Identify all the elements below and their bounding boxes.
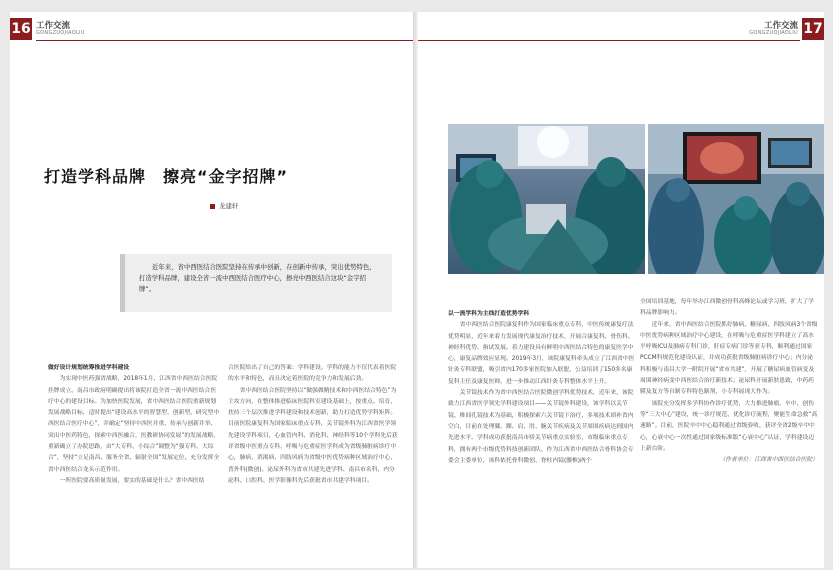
section-heading: 以一流学科为主线打造优势学科 (448, 311, 530, 317)
endoscopy-photo (648, 124, 824, 274)
page-number: 16 (10, 18, 32, 40)
right-column-2 (640, 297, 818, 466)
paragraph: 合医院给出了自己的答案：学科建设。学科的能力不仅代表着医院的水平和特色，而且决定着医院的竞争力和发展后劲。 (228, 365, 397, 383)
section-pinyin: GONGZUOJIAOLIU (749, 30, 798, 36)
paragraph: 全国培训基地，每年举办江西微创骨科高峰论坛或学习班，扩大了学科品牌影响力。 (640, 299, 814, 317)
intro-text: 近年来，省中西医结合医院坚持在传承中创新，在创新中传承，突出优势特色，打造学科品牌，建设全省一流中西医结合医疗中心，擦亮中西医结合这块“金字招牌”。 (139, 263, 376, 293)
paragraph: 为实现中医药强省战略，2018年1月，江西省中西医结合医院挂牌成立。南昌市政府明确提出将该院打造全省一流中西医结合医疗中心的建设目标。为加快医院发展，省中西医结合医院重新规划发展战略目标，适时提出“建设高水平的智慧型、创新型、研究型中西医结合医疗中心”，并确定“坚持中西医并重、传承与创新并举、突出中医药特色，探索中西医融合，医教研协同发展”的发展战略，重新确立了办院思路，由“大专科、小综合”调整为“强专科、大综合”，坚持“立足南昌、服务全省、辐射全国”发展定位，充分发挥全省中西医结合龙头示范作用。 (48, 376, 220, 473)
left-column-1 (48, 363, 220, 487)
paragraph: 省中西医结合医院坚持以“做强做精技术和中西医结合特色”为主攻方向，在整体推进临床医院科室建设基础上，按重点、培育、扶持三个层次推进学科建设和技术创新，助力打造优势学科矩阵。目前医院康复科为国家临床重点专科，关节镜外科为江西省医学领先建设学科项目，心血管内科、消化科、神经科等10个学科先后获评省级中医重点专科，呼吸与危重症医学科成为省级肺脏病诊疗中心，肺病、消渴病、四肢风病为省级中医优势病种区域治疗中心，普外科(微创)、泌尿外科为省市共建先进学科、南昌市名科，内分泌科、口腔科、医学影像科先后获批省市共建学科项目。 (228, 387, 398, 484)
paragraph: 省中西医结合医院康复科作为国家临床重点专科，中医传统康复疗法优势明显，近年来着力发展现代康复治疗技术，开展合康复科、骨伤科、神经科优势、指试发展。着力建设具有鲜明中西医结合特色的康复医学中心，康复品牌效应显现。2019年3月，该院康复科牵头成立了江西省中医针灸专科联盟，吸引省内170多家医院加入联盟，公益培训了150多名康复科主任及康复医师，进一步推动江西针灸专科整体水平上升。 (448, 322, 635, 385)
paragraph: 该院充分发挥多学科协作诊疗优势，大力推进肺瘤、卒中、创伤等“三大中心”建设，统一诊疗规范、优化诊疗流程，聚能生命急救“高速路”。目前，医院卒中中心稳利通过省级验收，获评全省2级卒中中心，心衰中心一次性通过国家级标准版“心衰中心”认证，学科建设迈上新台阶。 (640, 400, 818, 452)
author-name: 龙建轩 (219, 202, 239, 210)
author-marker-icon (210, 204, 215, 209)
paragraph: 关节镜技术作为省中西医结合医院微创学科优势技术，近年来，该院致力江西省医学领先学科建设项目——关节镜外科建设，该学科以关节镜、椎间孔镜技术为基础，积极探索六关节镜下治疗，多项技术填补省内空白，目前在处理膝、踝、肩、肘、腕关节疾病及关节周围疾病达到国内先进水平。学科成功获批南昌市骄关节病重点实验室，市级临床重点专科，拥有两个市级优势科技创新团队。作为江西省中西医结合骨科协会专委会主委单位，该科依托骨科微创、脊柱内镜(腰椎)两个 (448, 390, 634, 464)
section-label: 工作交流 (763, 21, 798, 31)
byline: （作者单位：江西省中西医结合医院） (719, 457, 818, 464)
right-column-1 (448, 309, 636, 467)
paragraph: 近年来，省中西医结合医院抓好肺病、糖尿病、四肢风病3个省级中医优势病种区域治疗中心建设，在呼吸与危重症医学科建立了高水平呼吸ICU及肺病专科门诊，肝症专病门诊等亚专科，顺利通过国家PCCM科规范化建设认证，并成功获批省级肺脏病诊疗中心；内分泌科积极与南昌大学一附院开展“省市共建”，开展了糖尿病血管病变及周围神经病变中西医结合治疗新技术；泌尿科开展新肤患致，中药药膜及复方等自制专科特色制剂，小专科展现大作为。 (640, 321, 818, 396)
paragraph: 一所医院要高质量发展，要实的基础是什么？省中西医结 (59, 477, 205, 484)
header-rule (418, 40, 800, 41)
author-line (210, 201, 239, 210)
page-number: 17 (802, 18, 824, 40)
section-pinyin: GONGZUOJIAOLIU (36, 30, 85, 36)
left-column-2 (228, 363, 400, 487)
section-heading: 做好设计规划统筹推进学科建设 (48, 365, 130, 371)
header-rule (36, 40, 413, 41)
intro-box (120, 254, 392, 312)
left-page (10, 12, 413, 568)
right-page (418, 12, 824, 568)
section-label: 工作交流 (36, 21, 71, 31)
article-title: 打造学科品牌 擦亮“金字招牌” (44, 167, 289, 186)
surgery-photo (448, 124, 645, 274)
